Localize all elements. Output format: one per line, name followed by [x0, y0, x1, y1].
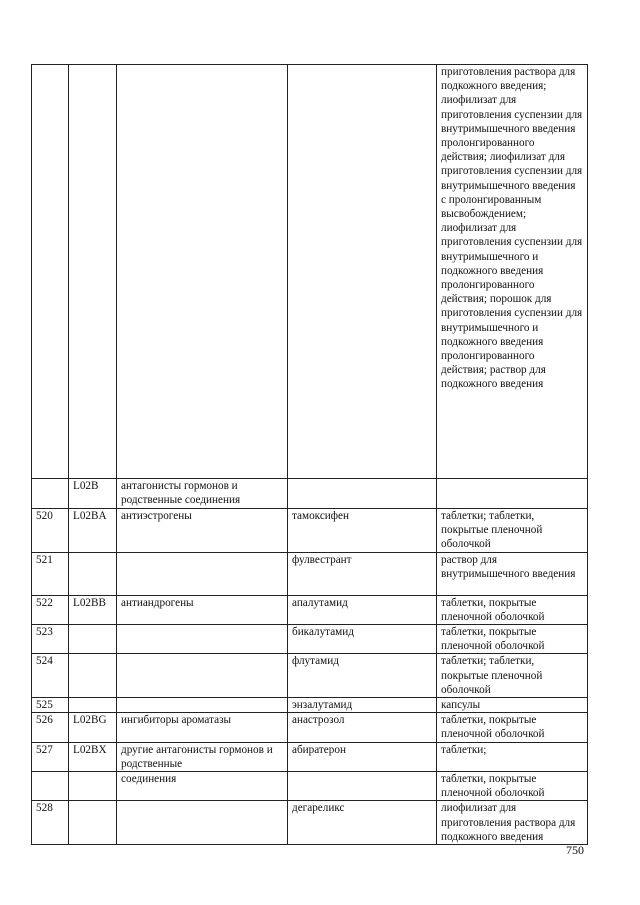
cell-dosage-form: приготовления раствора для подкожного введения; лиофилизат для приготовления суспензии для внутримышечного введения пролонгированного действия; лиофилизат для приготовления суспензии для внутримышечного введения с пролонгированным высвобождением; лиофилизат для приготовления суспензии для внутримышечного и подкожного введения пролонгированного действия; порошок для приготовления суспензии для внутримышечного и подкожного введения пролонгированного действия; раствор для подкожного введения: [437, 65, 588, 479]
drug-table: [31, 64, 588, 845]
cell-group: антиэстрогены: [117, 509, 288, 553]
table-row: [32, 625, 588, 654]
cell-atc-code: [69, 625, 117, 654]
cell-atc-code: [69, 772, 117, 801]
cell-group: ингибиторы ароматазы: [117, 713, 288, 742]
cell-number: 522: [32, 595, 69, 624]
cell-number: 525: [32, 698, 69, 713]
table-row: [32, 713, 588, 742]
cell-drug-name: [288, 479, 437, 509]
cell-dosage-form: лиофилизат для приготовления раствора для подкожного введения: [437, 801, 588, 845]
cell-group: [117, 552, 288, 595]
page-number: 750: [566, 843, 584, 857]
cell-dosage-form: таблетки;: [437, 742, 588, 771]
cell-atc-code: L02BB: [69, 595, 117, 624]
cell-group: [117, 625, 288, 654]
cell-number: 523: [32, 625, 69, 654]
cell-atc-code: [69, 698, 117, 713]
cell-drug-name: флутамид: [288, 654, 437, 698]
table-row: [32, 742, 588, 771]
table-row: [32, 698, 588, 713]
cell-dosage-form: таблетки; таблетки, покрытые пленочной оболочкой: [437, 509, 588, 553]
cell-drug-name: [288, 65, 437, 479]
cell-number: 528: [32, 801, 69, 845]
table-row: [32, 552, 588, 595]
cell-group: антагонисты гормонов и родственные соединения: [117, 479, 288, 509]
cell-atc-code: L02BA: [69, 509, 117, 553]
cell-dosage-form: раствор для внутримышечного введения: [437, 552, 588, 595]
cell-dosage-form: таблетки; таблетки, покрытые пленочной оболочкой: [437, 654, 588, 698]
cell-group: [117, 65, 288, 479]
cell-drug-name: энзалутамид: [288, 698, 437, 713]
cell-drug-name: анастрозол: [288, 713, 437, 742]
table-row: [32, 654, 588, 698]
cell-group: [117, 801, 288, 845]
cell-drug-name: абиратерон: [288, 742, 437, 771]
cell-number: 526: [32, 713, 69, 742]
cell-dosage-form: таблетки, покрытые пленочной оболочкой: [437, 595, 588, 624]
table-row: [32, 595, 588, 624]
cell-dosage-form: [437, 479, 588, 509]
cell-number: [32, 65, 69, 479]
cell-group: соединения: [117, 772, 288, 801]
cell-dosage-form: капсулы: [437, 698, 588, 713]
cell-atc-code: [69, 552, 117, 595]
cell-atc-code: [69, 801, 117, 845]
cell-atc-code: [69, 654, 117, 698]
cell-number: [32, 772, 69, 801]
cell-number: 524: [32, 654, 69, 698]
cell-atc-code: [69, 65, 117, 479]
cell-atc-code: L02BG: [69, 713, 117, 742]
cell-drug-name: апалутамид: [288, 595, 437, 624]
cell-number: 520: [32, 509, 69, 553]
cell-dosage-form: таблетки, покрытые пленочной оболочкой: [437, 625, 588, 654]
cell-group: [117, 698, 288, 713]
cell-drug-name: тамоксифен: [288, 509, 437, 553]
cell-atc-code: L02B: [69, 479, 117, 509]
table-row-continuation: [32, 65, 588, 479]
cell-dosage-form: таблетки, покрытые пленочной оболочкой: [437, 713, 588, 742]
table-row: [32, 479, 588, 509]
table-row: [32, 509, 588, 553]
cell-group: антиандрогены: [117, 595, 288, 624]
table-row: [32, 801, 588, 845]
cell-drug-name: дегареликс: [288, 801, 437, 845]
cell-number: 521: [32, 552, 69, 595]
cell-atc-code: L02BX: [69, 742, 117, 771]
cell-group: другие антагонисты гормонов и родственные: [117, 742, 288, 771]
cell-group: [117, 654, 288, 698]
cell-drug-name: [288, 772, 437, 801]
cell-number: 527: [32, 742, 69, 771]
cell-number: [32, 479, 69, 509]
cell-drug-name: бикалутамид: [288, 625, 437, 654]
cell-dosage-form: таблетки, покрытые пленочной оболочкой: [437, 772, 588, 801]
table-row: [32, 772, 588, 801]
cell-drug-name: фулвестрант: [288, 552, 437, 595]
